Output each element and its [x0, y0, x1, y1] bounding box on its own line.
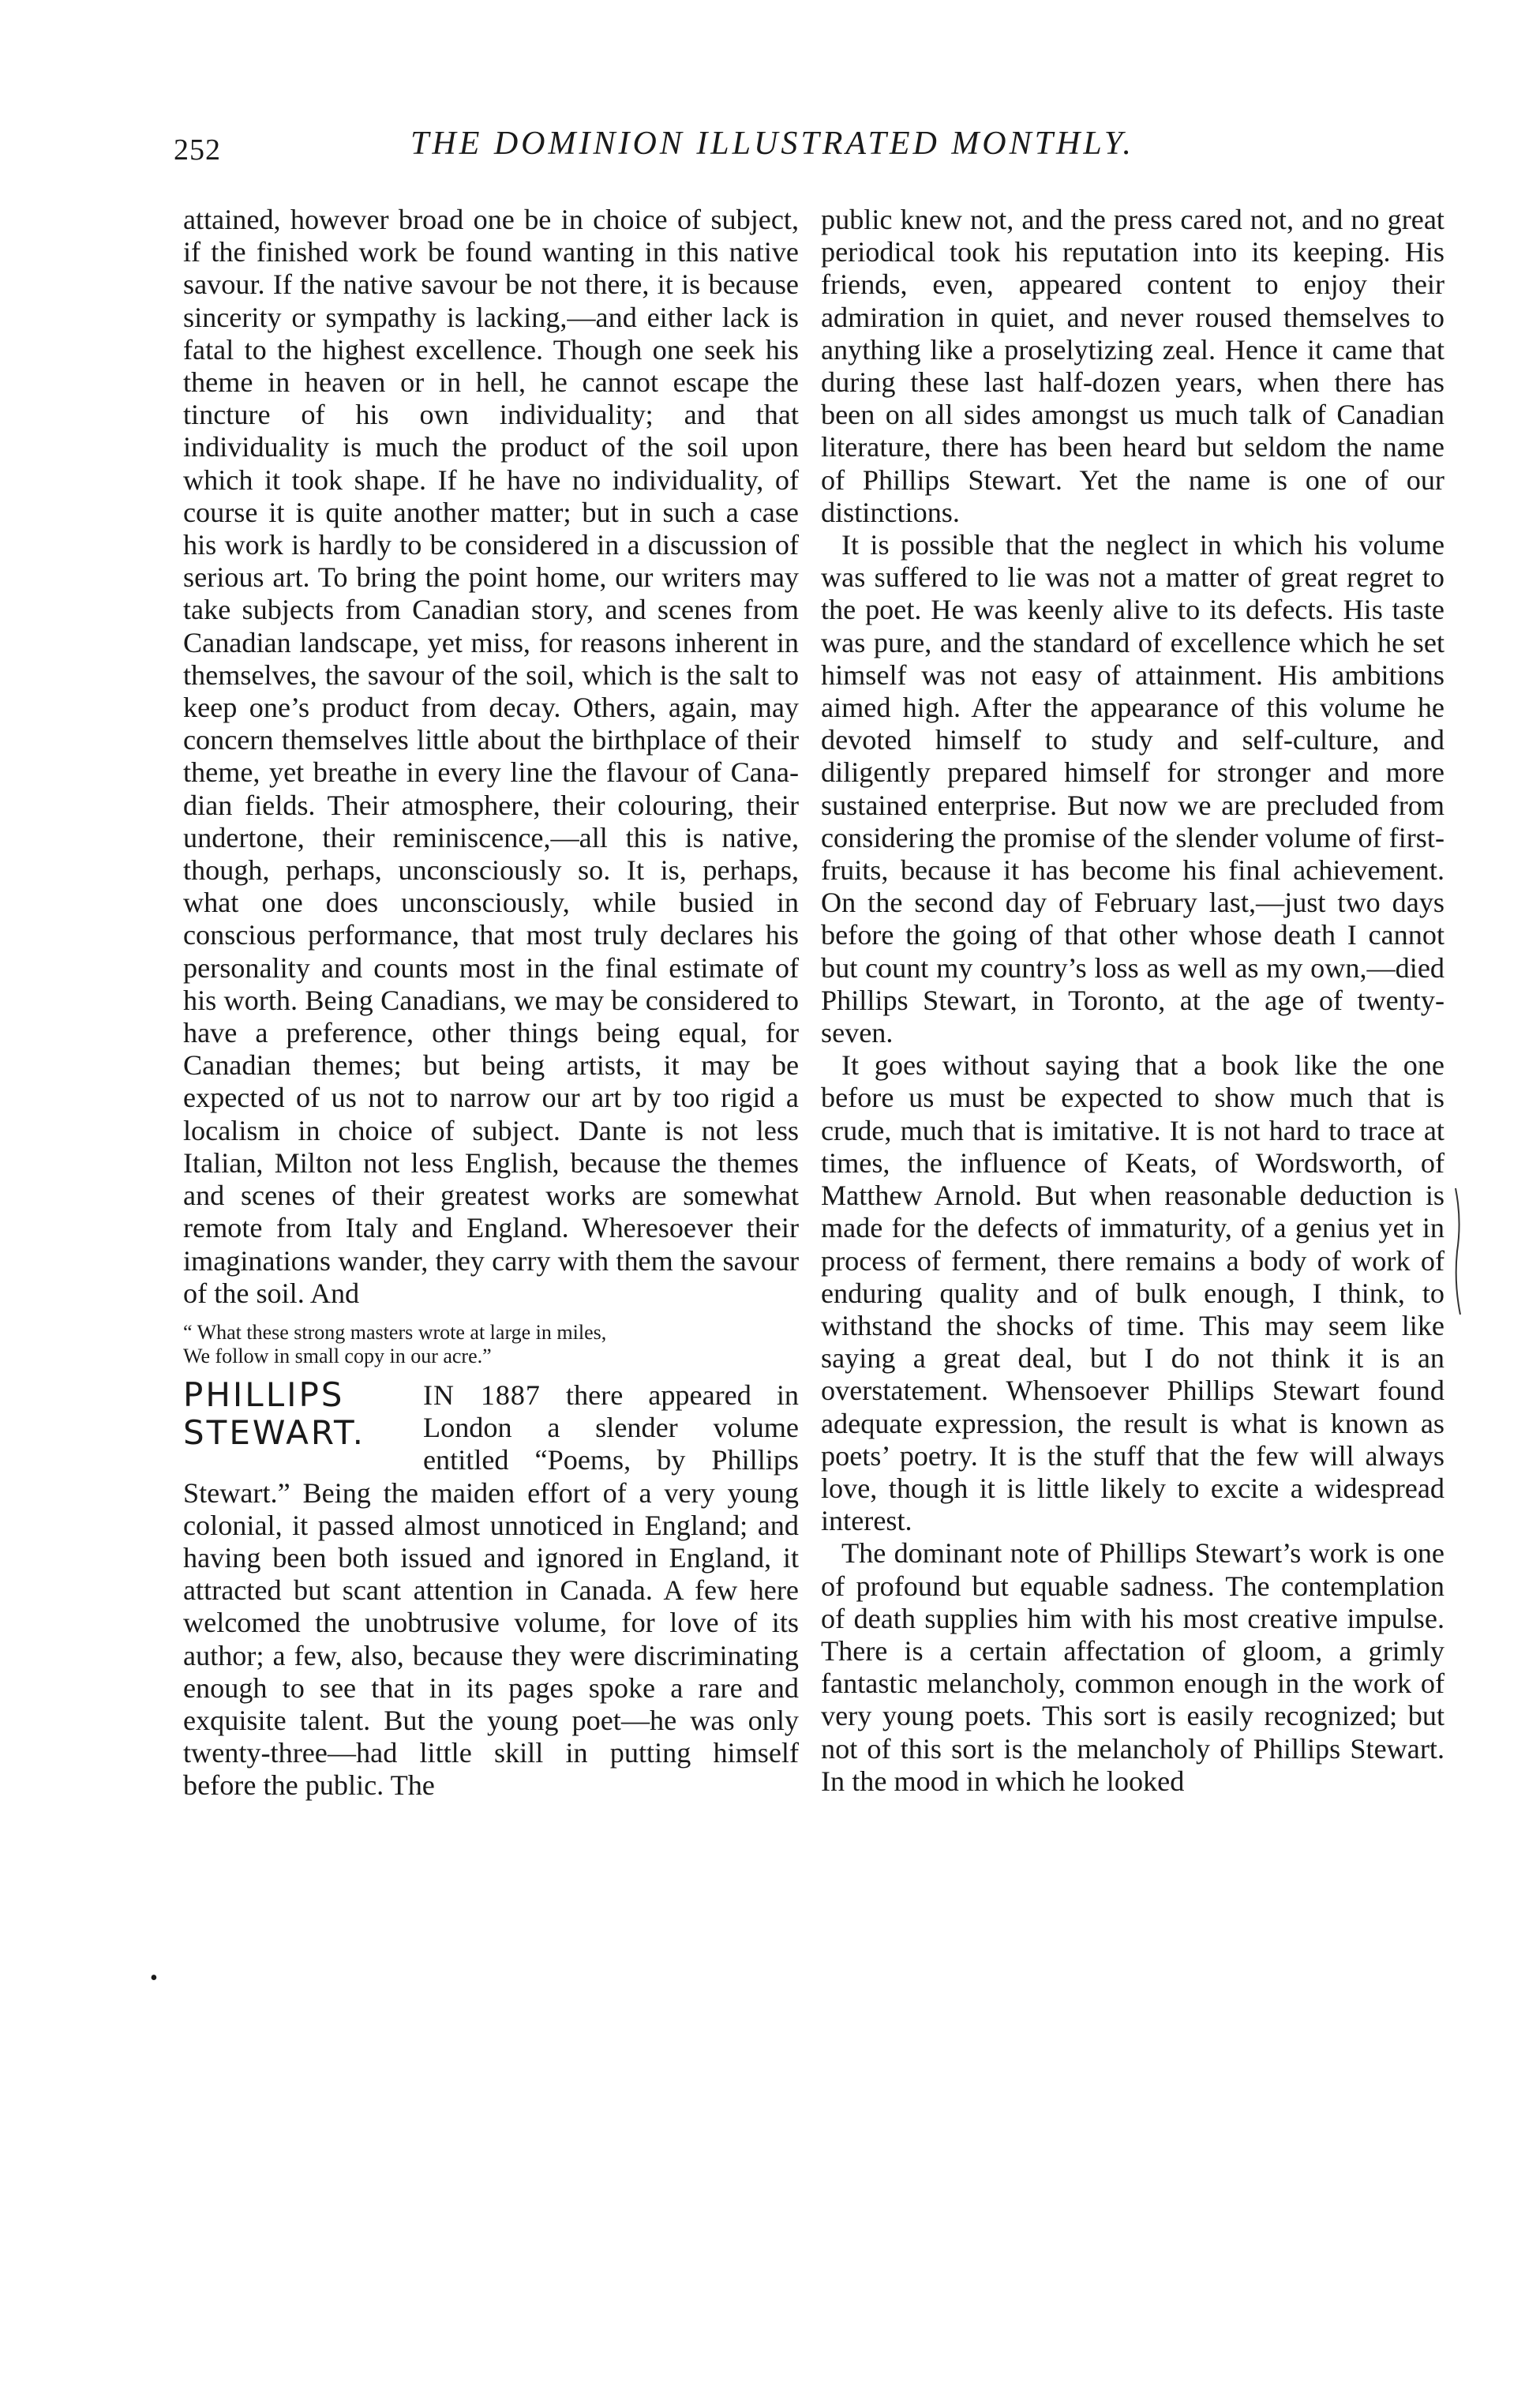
- phillips-stewart-section: [183, 1375, 799, 1802]
- margin-bracket-mark: [1452, 1188, 1468, 1315]
- quote-line: We follow in small copy in our acre.”: [183, 1344, 492, 1367]
- quote-line: “ What these strong masters wrote at large in miles,: [183, 1320, 607, 1344]
- section-lead: IN 1887: [423, 1379, 541, 1411]
- right-column: [821, 204, 1444, 1798]
- verse-quotation: [183, 1321, 799, 1368]
- body-paragraph: attained, however broad one be in choice of subject, if the finished work be found wanting in this native savour. If the native savour be not there, it is because sincerity or sympathy is lacking,—and either lack is fatal to the highest excellence. Though one seek his theme in heaven or in hell, he cannot escape the tincture of his own individuality; and that individuality is much the product of the soil upon which it took shape. If he have no individuality, of course it is quite another matter; but in such a case his work is hardly to be considered in a discussion of serious art. To bring the point home, our writers may take subjects from Canadian story, and scenes from Canadian landscape, yet miss, for reasons inherent in themselves, the savour of the soil, which is the salt to keep one’s product from decay. Others, again, may concern themselves little about the birthplace of their theme, yet breathe in every line the flavour of Canadian fields. Their atmosphere, their colouring, their undertone, their reminiscence,—all this is native, though, perhaps, unconsciously so. It is, perhaps, what one does unconsciously, while busied in conscious performance, that most truly declares his personality and counts most in the final estimate of his worth. Being Canadians, we may be considered to have a preference, other things being equal, for Canadian themes; but being artists, it may be expected of us not to narrow our art by too rigid a localism in choice of subject. Dante is not less Italian, Milton not less English, because the themes and scenes of their greatest works are somewhat remote from Italy and England. Wheresoever their imaginations wander, they carry with them the savour of the soil. And: [183, 204, 799, 1309]
- page-number: 252: [174, 133, 221, 167]
- section-sidehead: [183, 1376, 412, 1452]
- body-paragraph: It is possible that the neglect in which his volume was suffered to lie was not a matter of great regret to the poet. He was keenly alive to its defects. His taste was pure, and the standard of excellence which he set himself was not easy of attainment. His ambitions aimed high. After the appearance of this volume he devoted himself to study and self-culture, and diligently prepared himself for stronger and more sustained enterprise. But now we are precluded from considering the promise of the slender volume of first-fruits, because it has become his final achievement. On the second day of February last,—just two days before the going of that other whose death I cannot but count my country’s loss as well as my own,—died Phillips Stewart, in Toronto, at the age of twenty-seven.: [821, 529, 1444, 1049]
- body-paragraph: It goes without saying that a book like the one before us must be expected to show much that is crude, much that is imitative. It is not hard to trace at times, the influence of Keats, of Wordsworth, of Matthew Arnold. But when reasonable deduction is made for the defects of immaturity, of a genius yet in process of ferment, there remains a body of work of enduring quality and of bulk enough, I think, to withstand the shocks of time. This may seem like saying a great deal, but I do not think it is an overstatement. Whensoever Phillips Stewart found adequate expression, the result is what is known as poets’ poetry. It is the stuff that the few will always love, though it is little likely to excite a widespread interest.: [821, 1049, 1444, 1537]
- body-paragraph: The dominant note of Phillips Stewart’s work is one of profound but equable sadness. The contemplation of death supplies him with his most creative impulse. There is a certain affectation of gloom, a grimly fantastic melancholy, common enough in the work of very young poets. This sort is easily recognized; but not of this sort is the melancholy of Phillips Stewart. In the mood in which he looked: [821, 1537, 1444, 1797]
- body-paragraph: public knew not, and the press cared not, and no great periodical took his reputation into its keeping. His friends, even, appeared content to enjoy their admiration in quiet, and never roused themselves to anything like a proselytizing zeal. Hence it came that during these last half-dozen years, when there has been on all sides amongst us much talk of Canadian literature, there has been heard but seldom the name of Phillips Stewart. Yet the name is one of our distinctions.: [821, 204, 1444, 528]
- margin-dot-mark: •: [150, 1966, 158, 1990]
- left-column: [183, 204, 799, 1802]
- page-header: [174, 125, 1437, 172]
- section-text: there appeared in London a slender volume entitled “Poems, by Phillips Stewart.” Being the maiden effort of a very young colonial, it passed almost unnoticed in England; and having been both issued and ignored in England, it attracted but scant attention in Canada. A few here welcomed the unobtrusive volume, for love of its author; a few, also, because they were discriminating enough to see that in its pages spoke a rare and exquisite talent. But the young poet—he was only twenty-three—had little skill in putting himself before the public. The: [183, 1379, 799, 1802]
- sidehead-line: STEWART.: [183, 1412, 365, 1452]
- running-title: THE DOMINION ILLUSTRATED MONTHLY.: [410, 126, 1134, 162]
- sidehead-line: PHILLIPS: [183, 1375, 345, 1414]
